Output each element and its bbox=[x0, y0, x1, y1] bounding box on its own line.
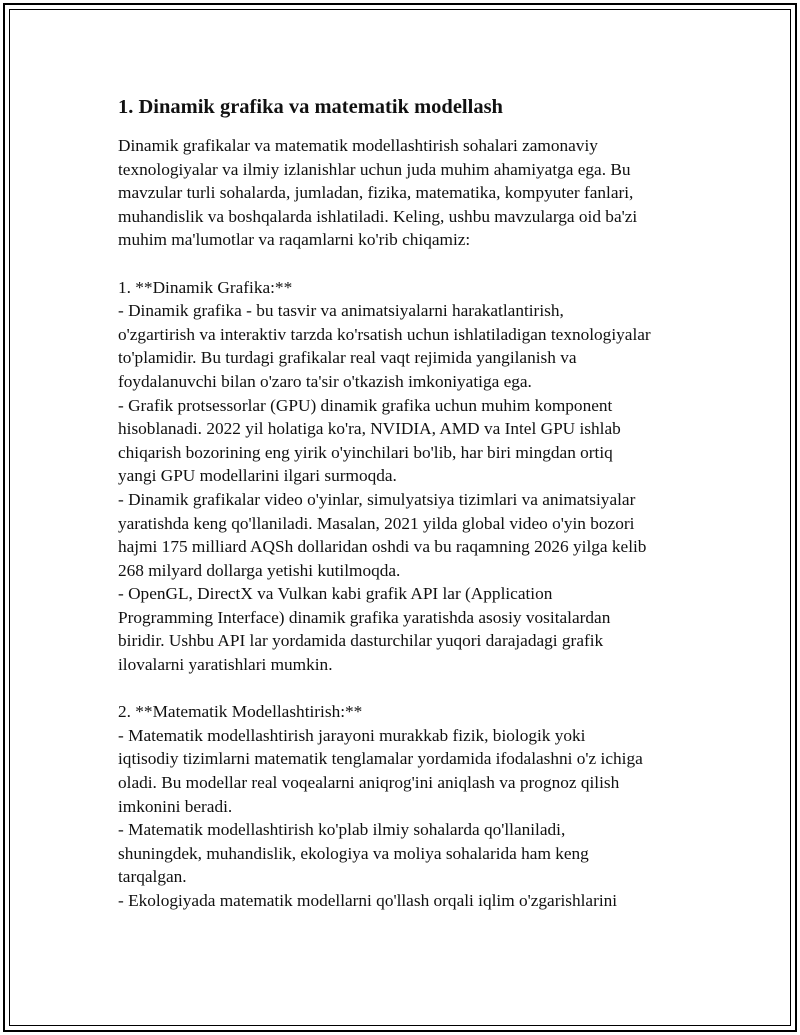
paragraph-gap bbox=[118, 677, 698, 701]
section-1-item: - Dinamik grafikalar video o'yinlar, simulyatsiya tizimlari va animatsiyalar yaratishda keng qo'llaniladi. Masalan, 2021 yilda global video o'yin bozori hajmi 175 milliard AQSh dollaridan oshdi va bu raqamning 2026 yilga kelib 268 milyard dollarga yetishi kutilmoqda. bbox=[118, 489, 647, 580]
section-2-item: - Matematik modellashtirish ko'plab ilmiy sohalarda qo'llaniladi, shuningdek, muhandislik, ekologiya va moliya sohalarida ham keng tarqalgan. bbox=[118, 820, 589, 887]
section-1-item: - Grafik protsessorlar (GPU) dinamik grafika uchun muhim komponent hisoblanadi. 2022 yil holatiga ko'ra, NVIDIA, AMD va Intel GPU ishlab chiqarish bozorining eng yirik o'yinchilari bo'lib, har biri mingdan ortiq yangi GPU modellarini ilgari surmoqda. bbox=[118, 395, 621, 486]
section-1-item: - Dinamik grafika - bu tasvir va animatsiyalarni harakatlantirish, o'zgartirish va interaktiv tarzda ko'rsatish uchun ishlatiladigan texnologiyalar to'plamidir. Bu turdagi grafikalar real vaqt rejimida yangilanish va foydalanuvchi bilan o'zaro ta'sir o'tkazish imkoniyatiga ega. bbox=[118, 301, 651, 391]
paragraph-gap bbox=[118, 252, 698, 276]
intro-paragraph: Dinamik grafikalar va matematik modellashtirish sohalari zamonaviy texnologiyalar va ilmiy izlanishlar uchun juda muhim ahamiyatga ega. Bu mavzular turli sohalarda, jumladan, fizika, matematika, kompyuter fanlari, muhandislik va boshqalarda ishlatiladi. Keling, ushbu mavzularga oid ba'zi muhim ma'lumotlar va raqamlarni ko'rib chiqamiz: bbox=[118, 136, 638, 250]
section-2-title: 2. **Matematik Modellashtirish:** bbox=[118, 702, 363, 722]
section-2-item: - Ekologiyada matematik modellarni qo'llash orqali iqlim o'zgarishlarini bbox=[118, 891, 618, 910]
section-1-item: - OpenGL, DirectX va Vulkan kabi grafik API lar (Application Programming Interface) dinamik grafika yaratishda asosiy vositalardan biridir. Ushbu API lar yordamida dasturchilar yuqori darajadagi grafik ilovalarni yaratishlari mumkin. bbox=[118, 584, 611, 675]
section-1-title: 1. **Dinamik Grafika:** bbox=[118, 277, 293, 297]
section-2-item: - Matematik modellashtirish jarayoni murakkab fizik, biologik yoki iqtisodiy tizimlarni matematik tenglamalar yordamida ifodalashni o'z ichiga oladi. Bu modellar real voqealarni aniqrog'ini aniqlash va prognoz qilish imkonini beradi. bbox=[118, 725, 643, 816]
document-body bbox=[118, 94, 698, 913]
document-heading: 1. Dinamik grafika va matematik modellash bbox=[118, 96, 503, 118]
